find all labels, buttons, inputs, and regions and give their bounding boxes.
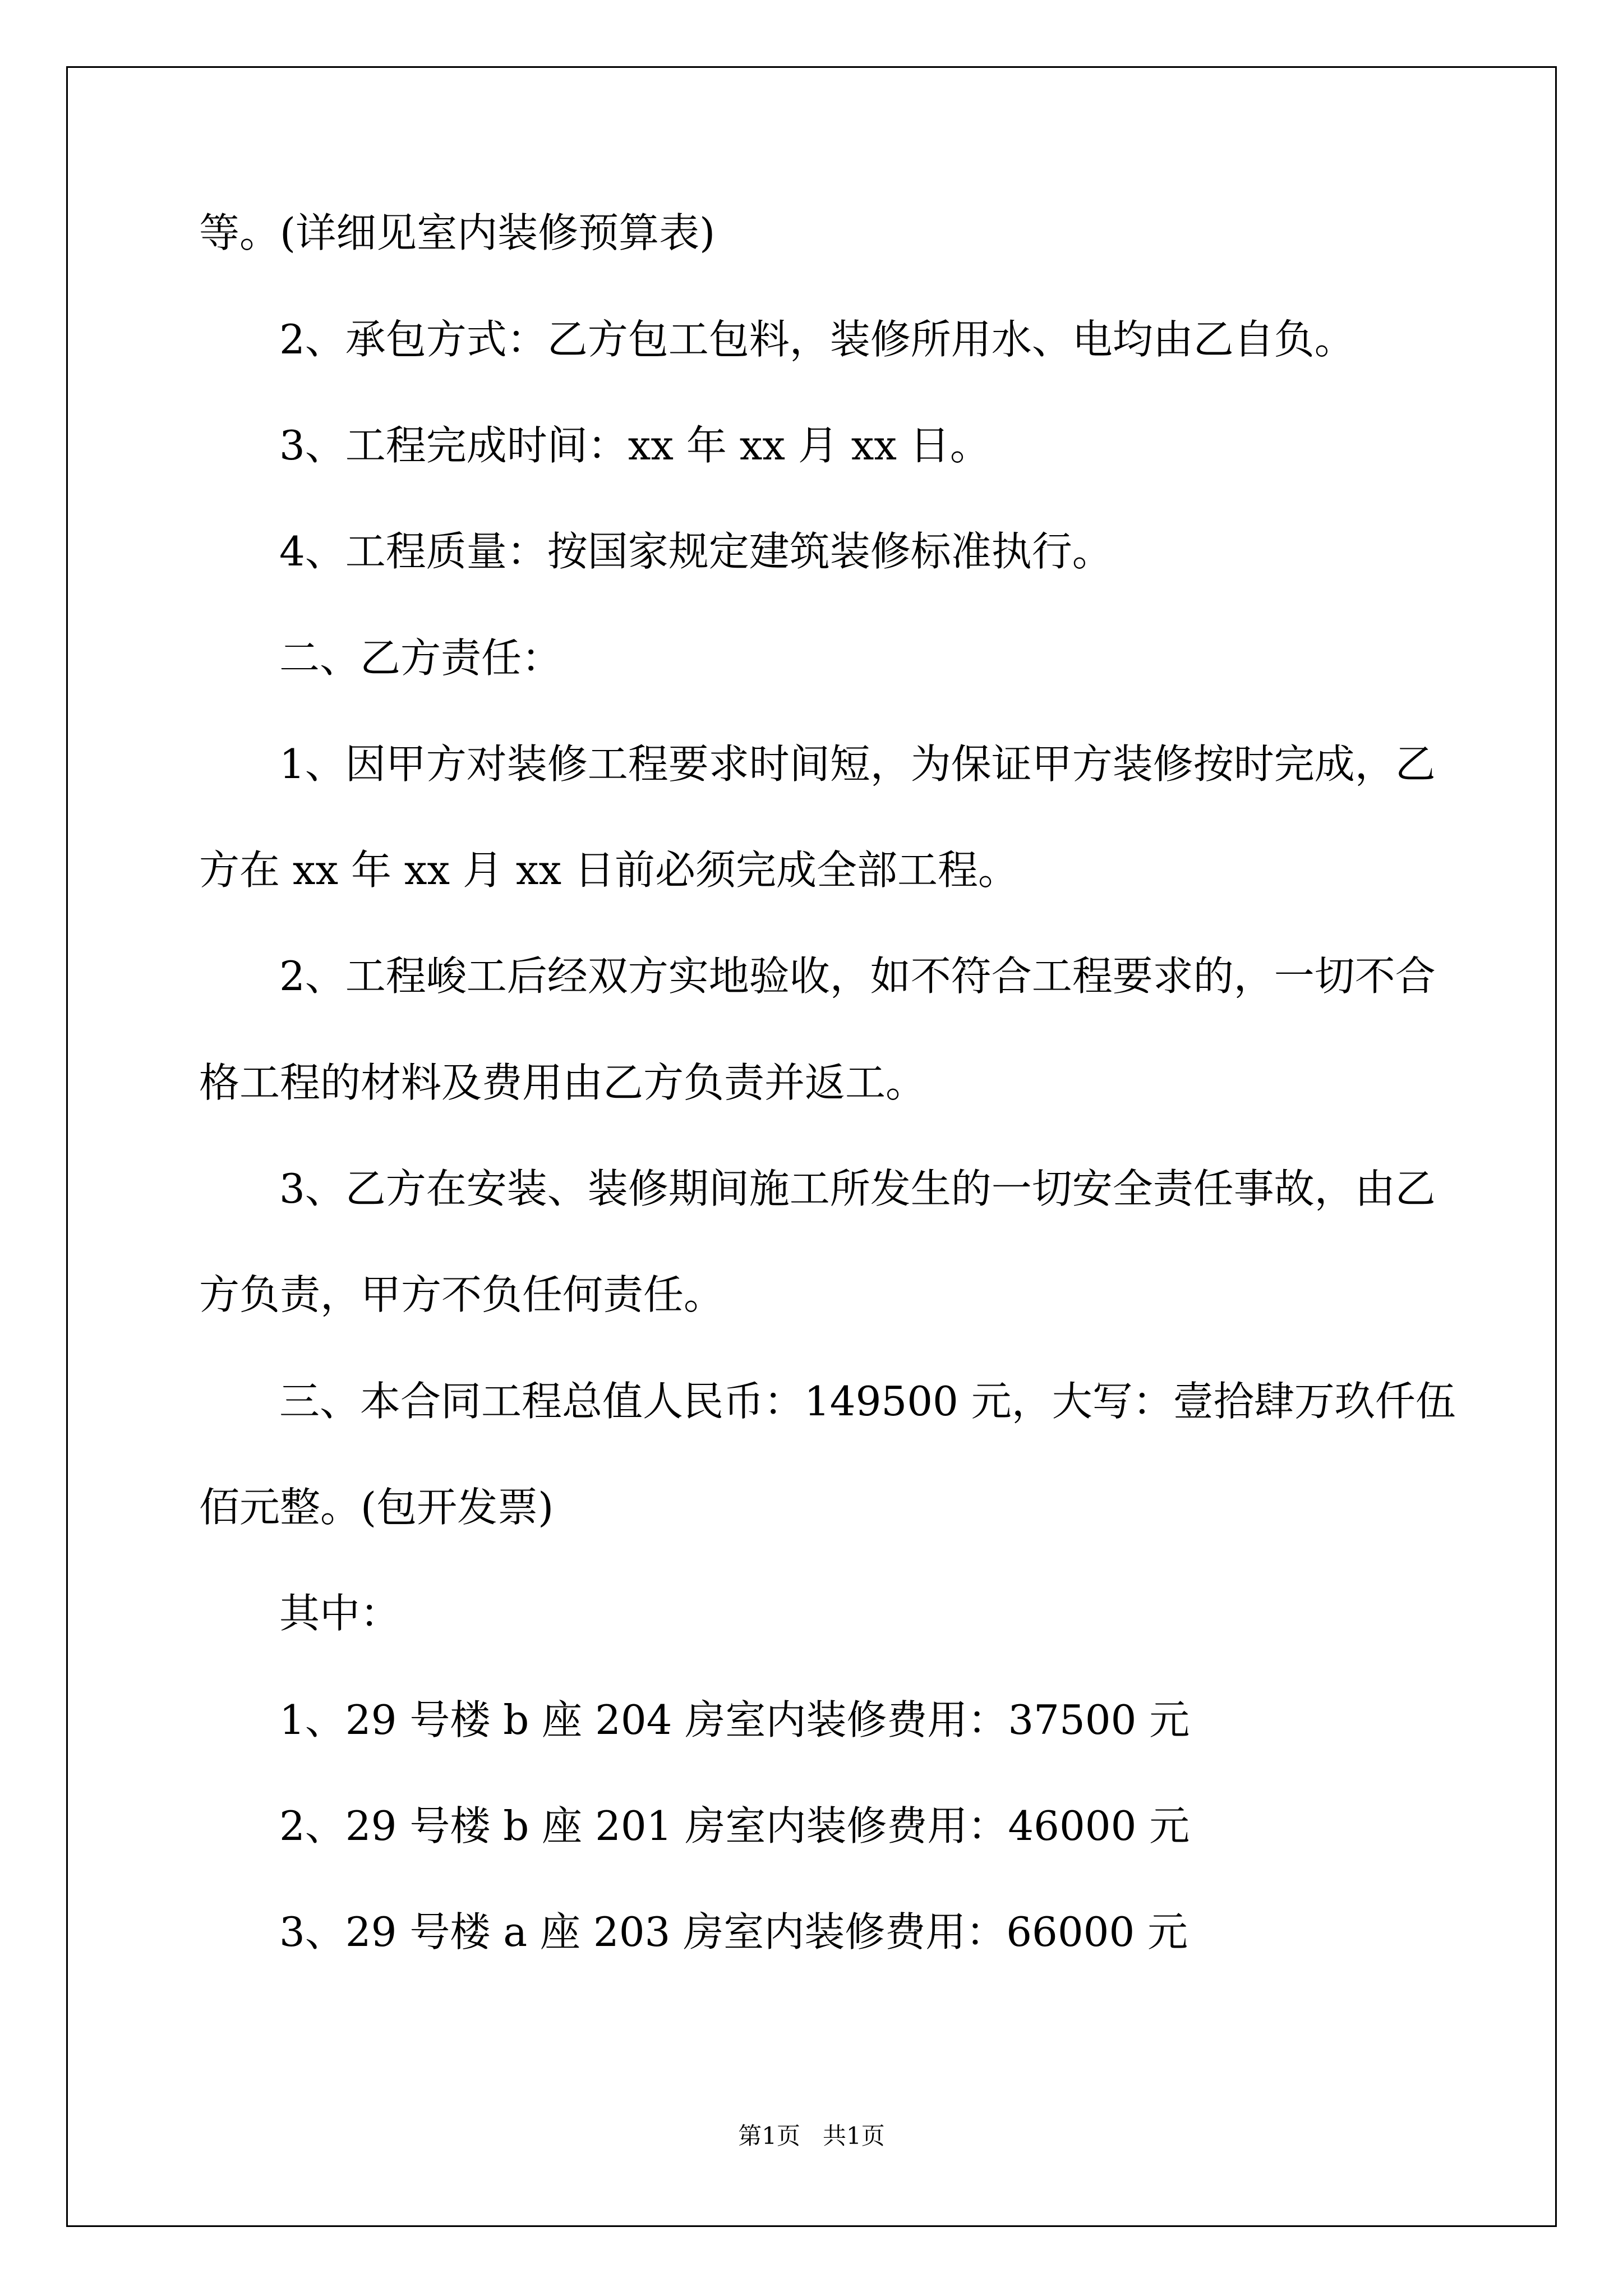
text-line: 等。(详细见室内装修预算表) [199,209,716,256]
text-line: 1、29 号楼 b 座 204 房室内装修费用：37500 元 [279,1696,1190,1743]
text-line: 方负责，甲方不负任何责任。 [199,1271,725,1318]
text-line: 佰元整。(包开发票) [199,1484,554,1531]
text-line: 三、本合同工程总值人民币：149500 元，大写：壹拾肆万玖仟伍 [279,1378,1456,1425]
text-line: 方在 xx 年 xx 月 xx 日前必须完成全部工程。 [199,846,1018,894]
text-line: 其中： [279,1590,401,1637]
text-line: 2、工程峻工后经双方实地验收，如不符合工程要求的，一切不合 [279,953,1436,1000]
text-line: 二、乙方责任： [279,634,562,682]
page-footer: 第1页 共1页 [738,2122,885,2150]
text-line: 3、29 号楼 a 座 203 房室内装修费用：66000 元 [279,1908,1188,1955]
text-line: 4、工程质量：按国家规定建筑装修标准执行。 [279,528,1113,575]
text-line: 格工程的材料及费用由乙方负责并返工。 [199,1059,926,1106]
text-line: 3、乙方在安装、装修期间施工所发生的一切安全责任事故，由乙 [279,1165,1436,1212]
text-line: 3、工程完成时间：xx 年 xx 月 xx 日。 [279,422,990,469]
text-line: 2、承包方式：乙方包工包料，装修所用水、电均由乙自负。 [279,316,1355,363]
text-line: 1、因甲方对装修工程要求时间短，为保证甲方装修按时完成，乙 [279,740,1436,788]
text-line: 2、29 号楼 b 座 201 房室内装修费用：46000 元 [279,1802,1190,1849]
